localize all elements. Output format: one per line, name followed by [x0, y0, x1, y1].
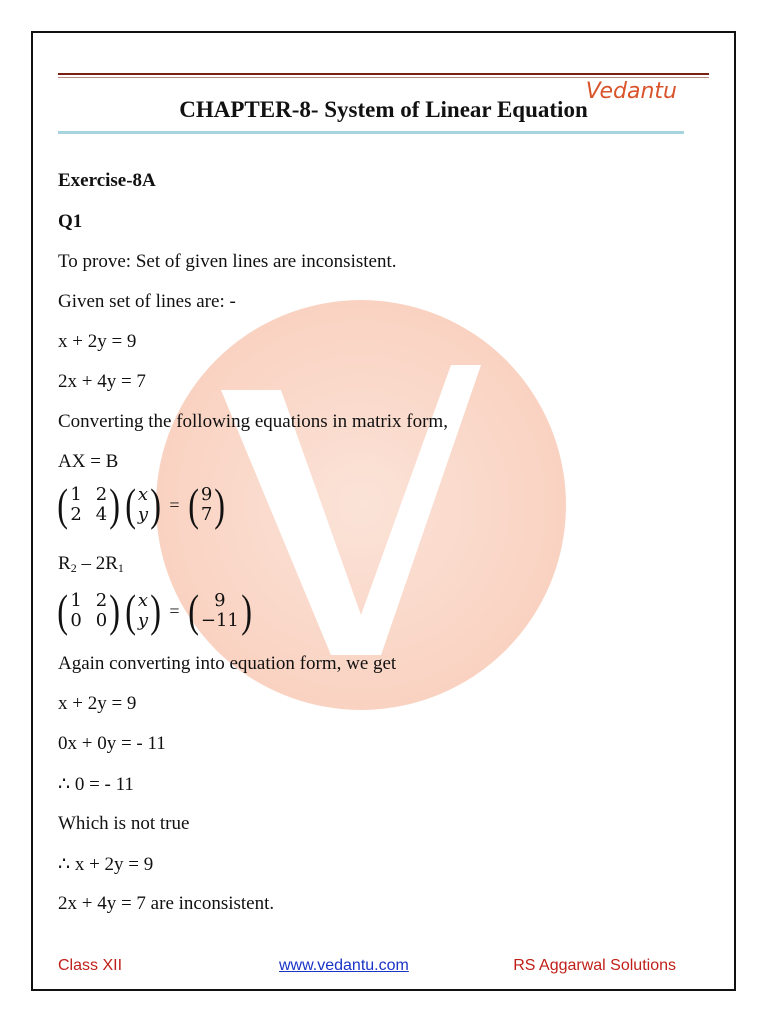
coefficient-matrix: ( 1 2 2 4 ) — [57, 479, 121, 530]
row-op-text: R — [58, 553, 71, 574]
matrix-cell: −11 — [200, 610, 239, 631]
matrix-cell: 1 — [70, 484, 82, 505]
equals-sign: = — [169, 494, 180, 515]
text-line: Again converting into equation form, we get — [58, 653, 397, 674]
equation-line: x + 2y = 9 — [58, 693, 137, 714]
equation-line: 2x + 4y = 7 — [58, 371, 146, 392]
vedantu-logo: Vedantu — [585, 79, 677, 104]
exercise-heading: Exercise-8A — [58, 170, 156, 191]
equation-line: AX = B — [58, 451, 119, 472]
matrix-cell: 0 — [95, 610, 108, 631]
matrix-cell: 2 — [95, 484, 108, 505]
matrix-cell: 7 — [200, 504, 213, 525]
matrix-cell: 0 — [70, 610, 82, 631]
equation-line: x + 2y = 9 — [58, 331, 137, 352]
matrix-cell: 2 — [95, 590, 108, 611]
chapter-title: CHAPTER-8- System of Linear Equation — [179, 97, 588, 122]
text-line: To prove: Set of given lines are inconsistent. — [58, 251, 397, 272]
matrix-cell: y — [137, 610, 149, 631]
text-line: Given set of lines are: - — [58, 291, 236, 312]
question-label: Q1 — [58, 211, 83, 232]
variable-vector: ( x y ) — [124, 585, 162, 636]
matrix-cell: 9 — [200, 484, 213, 505]
footer-class: Class XII — [58, 957, 123, 974]
title-underline — [58, 131, 684, 134]
footer-book-title: RS Aggarwal Solutions — [513, 957, 676, 974]
matrix-cell: x — [137, 590, 149, 611]
header-rule-thin — [58, 77, 709, 78]
matrix-cell: y — [137, 504, 149, 525]
matrix-equation-2 — [55, 585, 254, 636]
constant-vector: ( 9 7 ) — [187, 479, 226, 530]
page-frame — [31, 31, 736, 991]
text-line: Which is not true — [58, 813, 190, 834]
coefficient-matrix: ( 1 2 0 0 ) — [57, 585, 121, 636]
variable-vector: ( x y ) — [124, 479, 162, 530]
header-rule — [58, 73, 709, 75]
text-line: Converting the following equations in matrix form, — [58, 411, 448, 432]
row-op-subscript: 2 — [70, 561, 77, 575]
equation-line: ∴ 0 = - 11 — [58, 774, 134, 795]
equation-line: 0x + 0y = - 11 — [58, 733, 166, 754]
text-line: 2x + 4y = 7 are inconsistent. — [58, 893, 275, 914]
matrix-equation-1 — [55, 479, 228, 530]
matrix-cell: 4 — [95, 504, 108, 525]
row-op-text: – 2R — [76, 553, 118, 574]
matrix-cell: 2 — [70, 504, 82, 525]
footer-website-link[interactable]: www.vedantu.com — [279, 957, 409, 974]
row-op-subscript: 1 — [117, 561, 124, 575]
matrix-cell: 9 — [214, 590, 226, 611]
equation-line: ∴ x + 2y = 9 — [58, 854, 154, 875]
equals-sign: = — [169, 600, 180, 621]
row-operation — [58, 553, 124, 576]
matrix-cell: x — [137, 484, 149, 505]
constant-vector: ( 9 −11 ) — [187, 585, 252, 636]
matrix-cell: 1 — [70, 590, 82, 611]
